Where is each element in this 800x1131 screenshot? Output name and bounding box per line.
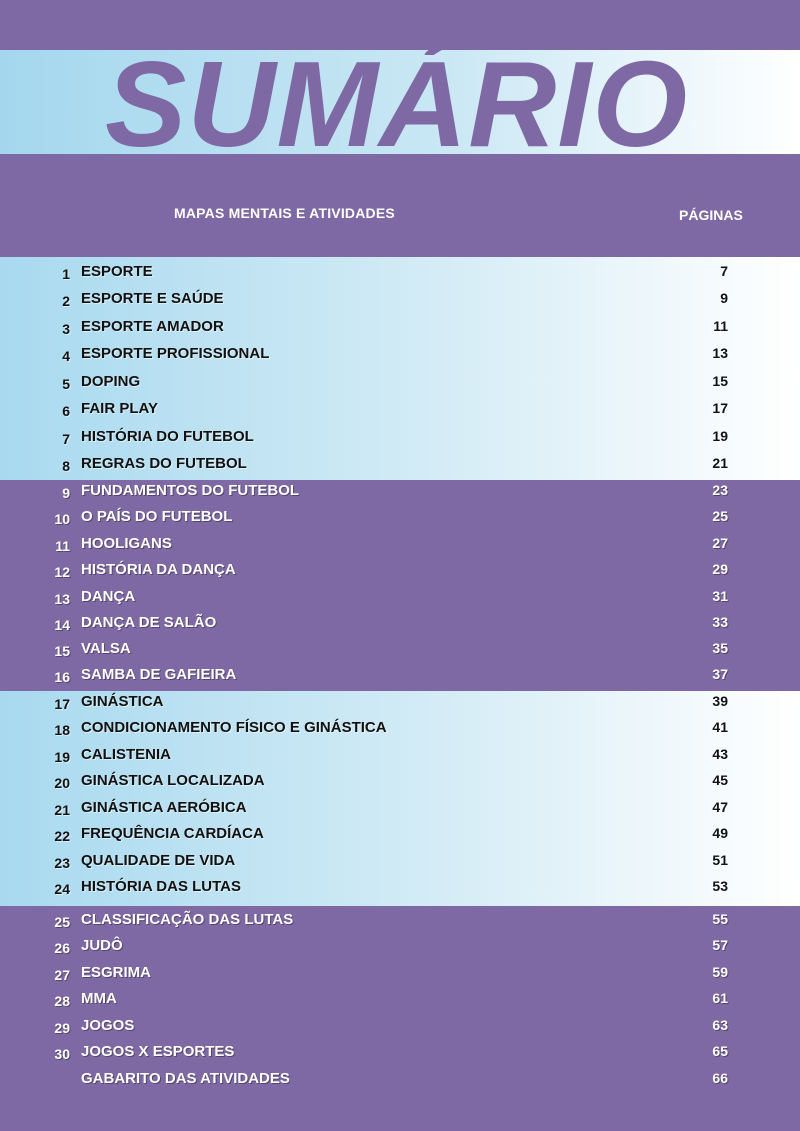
entry-number: 19: [54, 749, 70, 765]
entry-page: 35: [712, 640, 728, 656]
toc-entry[interactable]: [0, 481, 800, 503]
toc-entry[interactable]: [0, 587, 800, 609]
entry-page: 17: [712, 400, 728, 416]
entry-title: GINÁSTICA AERÓBICA: [81, 799, 247, 816]
entry-title: FREQUÊNCIA CARDÍACA: [81, 825, 264, 842]
column-header-topics: MAPAS MENTAIS E ATIVIDADES: [174, 205, 395, 221]
toc-entry[interactable]: [0, 798, 800, 820]
entry-title: QUALIDADE DE VIDA: [81, 852, 236, 869]
entry-title: JUDÔ: [81, 937, 123, 954]
toc-entry[interactable]: [0, 1016, 800, 1038]
entry-title: JOGOS: [81, 1017, 135, 1034]
entry-title: ESPORTE: [81, 263, 153, 280]
toc-entry[interactable]: [0, 344, 800, 366]
entry-page: 63: [712, 1017, 728, 1033]
entry-page: 27: [712, 535, 728, 551]
entry-title: FUNDAMENTOS DO FUTEBOL: [81, 482, 300, 499]
entry-page: 39: [712, 693, 728, 709]
entry-number: 12: [54, 564, 70, 580]
entry-number: 30: [54, 1046, 70, 1062]
entry-page: 41: [712, 719, 728, 735]
entry-page: 19: [712, 428, 728, 444]
entry-title: CLASSIFICAÇÃO DAS LUTAS: [81, 911, 294, 928]
entry-page: 15: [712, 373, 728, 389]
entry-title: HOOLIGANS: [81, 535, 172, 552]
entry-number: 11: [55, 538, 70, 554]
entry-title: VALSA: [81, 640, 131, 657]
entry-title: MMA: [81, 990, 117, 1007]
entry-page: 25: [712, 508, 728, 524]
entry-page: 45: [712, 772, 728, 788]
toc-entry[interactable]: [0, 692, 800, 714]
entry-number: 10: [54, 511, 70, 527]
toc-entry[interactable]: [0, 317, 800, 339]
toc-entry[interactable]: [0, 771, 800, 793]
entry-page: 29: [712, 561, 728, 577]
toc-entry[interactable]: [0, 718, 800, 740]
entry-page: 59: [712, 964, 728, 980]
entry-page: 65: [712, 1043, 728, 1059]
toc-entry[interactable]: [0, 877, 800, 899]
entry-number: 21: [54, 802, 70, 818]
entry-number: 27: [54, 967, 70, 983]
entry-number: 4: [62, 348, 70, 364]
entry-title: DOPING: [81, 373, 141, 390]
toc-entry[interactable]: [0, 665, 800, 687]
toc-entry[interactable]: [0, 262, 800, 284]
entry-number: 2: [62, 293, 70, 309]
entry-number: 28: [54, 993, 70, 1009]
entry-title: HISTÓRIA DO FUTEBOL: [81, 428, 254, 445]
entry-number: 22: [54, 828, 70, 844]
entry-title: REGRAS DO FUTEBOL: [81, 455, 247, 472]
entry-number: 9: [62, 485, 70, 501]
entry-number: 15: [54, 643, 70, 659]
entry-title: GABARITO DAS ATIVIDADES: [81, 1070, 290, 1087]
toc-entry[interactable]: [0, 560, 800, 582]
entry-title: HISTÓRIA DAS LUTAS: [81, 878, 241, 895]
entry-title: JOGOS X ESPORTES: [81, 1043, 235, 1060]
entry-title: O PAÍS DO FUTEBOL: [81, 508, 233, 525]
entry-number: 23: [54, 855, 70, 871]
toc-entry[interactable]: [0, 851, 800, 873]
entry-page: 53: [712, 878, 728, 894]
entry-title: CONDICIONAMENTO FÍSICO E GINÁSTICA: [81, 719, 387, 736]
toc-entry[interactable]: [0, 989, 800, 1011]
entry-page: 33: [712, 614, 728, 630]
toc-entry[interactable]: [0, 613, 800, 635]
entry-page: 51: [712, 852, 728, 868]
entry-page: 13: [712, 345, 728, 361]
entry-page: 55: [712, 911, 728, 927]
entry-number: 1: [62, 266, 70, 282]
entry-title: ESPORTE AMADOR: [81, 318, 224, 335]
entry-page: 61: [712, 990, 728, 1006]
entry-page: 7: [720, 263, 728, 279]
entry-number: 17: [54, 696, 70, 712]
entry-page: 37: [712, 666, 728, 682]
entry-title: CALISTENIA: [81, 746, 171, 763]
entry-title: ESPORTE PROFISSIONAL: [81, 345, 270, 362]
entry-number: 25: [54, 914, 70, 930]
entry-page: 66: [712, 1070, 728, 1086]
entry-title: DANÇA DE SALÃO: [81, 614, 217, 631]
toc-entry[interactable]: [0, 745, 800, 767]
entry-number: 24: [54, 881, 70, 897]
toc-entry[interactable]: [0, 1069, 800, 1091]
toc-entry[interactable]: [0, 399, 800, 421]
page-title: SUMÁRIO: [105, 36, 689, 172]
entry-page: 23: [712, 482, 728, 498]
entry-number: 3: [62, 321, 70, 337]
entry-title: ESPORTE E SAÚDE: [81, 290, 224, 307]
entry-title: ESGRIMA: [81, 964, 152, 981]
entry-number: 5: [62, 376, 70, 392]
entry-title: GINÁSTICA: [81, 693, 164, 710]
entry-number: 8: [62, 458, 70, 474]
entry-title: DANÇA: [81, 588, 136, 605]
toc-entry[interactable]: [0, 910, 800, 932]
entry-number: 13: [54, 591, 70, 607]
entry-title: FAIR PLAY: [81, 400, 158, 417]
entry-page: 11: [713, 318, 728, 334]
toc-entry[interactable]: [0, 507, 800, 529]
toc-entry[interactable]: [0, 427, 800, 449]
column-header-pages: PÁGINAS: [679, 207, 743, 223]
toc-entry[interactable]: [0, 289, 800, 311]
entry-page: 31: [712, 588, 728, 604]
entry-page: 9: [720, 290, 728, 306]
toc-entry[interactable]: [0, 824, 800, 846]
toc-entry[interactable]: [0, 534, 800, 556]
toc-entry[interactable]: [0, 372, 800, 394]
entry-number: 18: [54, 722, 70, 738]
toc-entry[interactable]: [0, 1042, 800, 1064]
entry-page: 47: [712, 799, 728, 815]
entry-number: 20: [54, 775, 70, 791]
entry-number: 7: [62, 431, 70, 447]
entry-title: HISTÓRIA DA DANÇA: [81, 561, 236, 578]
toc-entry[interactable]: [0, 454, 800, 476]
entry-page: 49: [712, 825, 728, 841]
entry-number: 14: [54, 617, 70, 633]
entry-number: 16: [54, 669, 70, 685]
entry-page: 21: [712, 455, 728, 471]
toc-entry[interactable]: [0, 963, 800, 985]
toc-entry[interactable]: [0, 639, 800, 661]
entry-page: 43: [712, 746, 728, 762]
toc-entry[interactable]: [0, 936, 800, 958]
entry-number: 26: [54, 940, 70, 956]
entry-number: 6: [62, 403, 70, 419]
entry-title: GINÁSTICA LOCALIZADA: [81, 772, 265, 789]
entry-title: SAMBA DE GAFIEIRA: [81, 666, 237, 683]
entry-number: 29: [54, 1020, 70, 1036]
entry-page: 57: [712, 937, 728, 953]
